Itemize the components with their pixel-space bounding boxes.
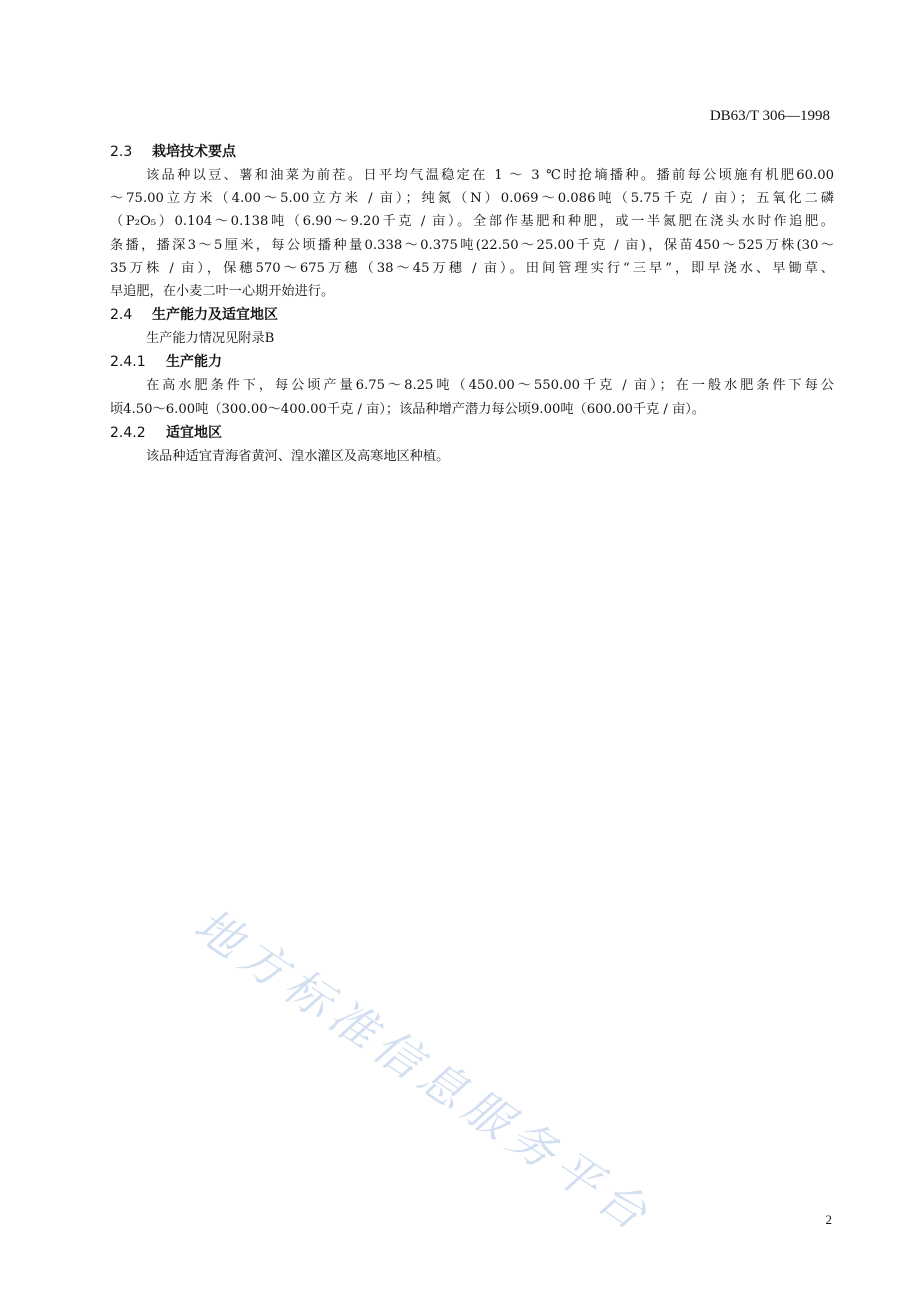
paragraph-line: （P₂O₅）0.104～0.138吨（6.90～9.20千克 / 亩）。全部作基肥和种肥，或一半氮肥在浇头水时作追肥。 [110, 214, 834, 230]
section-number: 2.4.2 [110, 424, 146, 441]
paragraph-line: 35万株 / 亩），保穗570～675万穗（38～45万穗 / 亩）。田间管理实行“三早”，即早浇水、早锄草、 [110, 260, 834, 276]
paragraph-line: 该品种适宜青海省黄河、湟水灌区及高寒地区种植。 [146, 448, 450, 464]
paragraph-line: ～75.00立方米（4.00～5.00立方米 / 亩）；纯氮（N）0.069～0.086吨（5.75千克 / 亩）；五氧化二磷 [110, 191, 834, 207]
document-code: DB63/T 306—1998 [709, 108, 830, 124]
paragraph-line: 早追肥，在小麦二叶一心期开始进行。 [110, 283, 335, 299]
section-number: 2.4 [110, 307, 133, 324]
section-paragraph-2-3 [110, 164, 834, 303]
section-title: 生产能力 [166, 354, 222, 371]
paragraph-line: 在高水肥条件下，每公顷产量6.75～8.25吨（450.00～550.00千克 / 亩）；在一般水肥条件下每公 [146, 378, 834, 394]
document-body [110, 140, 834, 468]
paragraph-line: 顷4.50～6.00吨（300.00～400.00千克 / 亩）；该品种增产潜力每公顷9.00吨（600.00千克 / 亩）。 [110, 401, 706, 417]
section-heading-2-4-2 [110, 421, 834, 445]
section-title: 生产能力及适宜地区 [152, 307, 278, 324]
watermark-text: 地方标准信息服务平台 [184, 897, 663, 1245]
section-paragraph-2-4 [110, 327, 834, 350]
section-paragraph-2-4-2 [110, 445, 834, 468]
section-paragraph-2-4-1 [110, 374, 834, 420]
section-heading-2-4 [110, 303, 834, 327]
paragraph-line: 该品种以豆、薯和油菜为前茬。日平均气温稳定在 1 ～ 3 ℃时抢墒播种。播前每公顷施有机肥60.00 [146, 168, 834, 183]
section-number: 2.4.1 [110, 354, 146, 371]
section-title: 适宜地区 [166, 424, 222, 441]
section-heading-2-3 [110, 140, 834, 164]
section-title: 栽培技术要点 [152, 144, 236, 160]
page-number: 2 [825, 1212, 832, 1227]
section-number: 2.3 [110, 144, 133, 160]
section-heading-2-4-1 [110, 350, 834, 374]
paragraph-line: 条播，播深3～5厘米，每公顷播种量0.338～0.375吨(22.50～25.00千克 / 亩)，保苗450～525万株(30～ [110, 237, 834, 253]
paragraph-line: 生产能力情况见附录B [146, 331, 275, 347]
